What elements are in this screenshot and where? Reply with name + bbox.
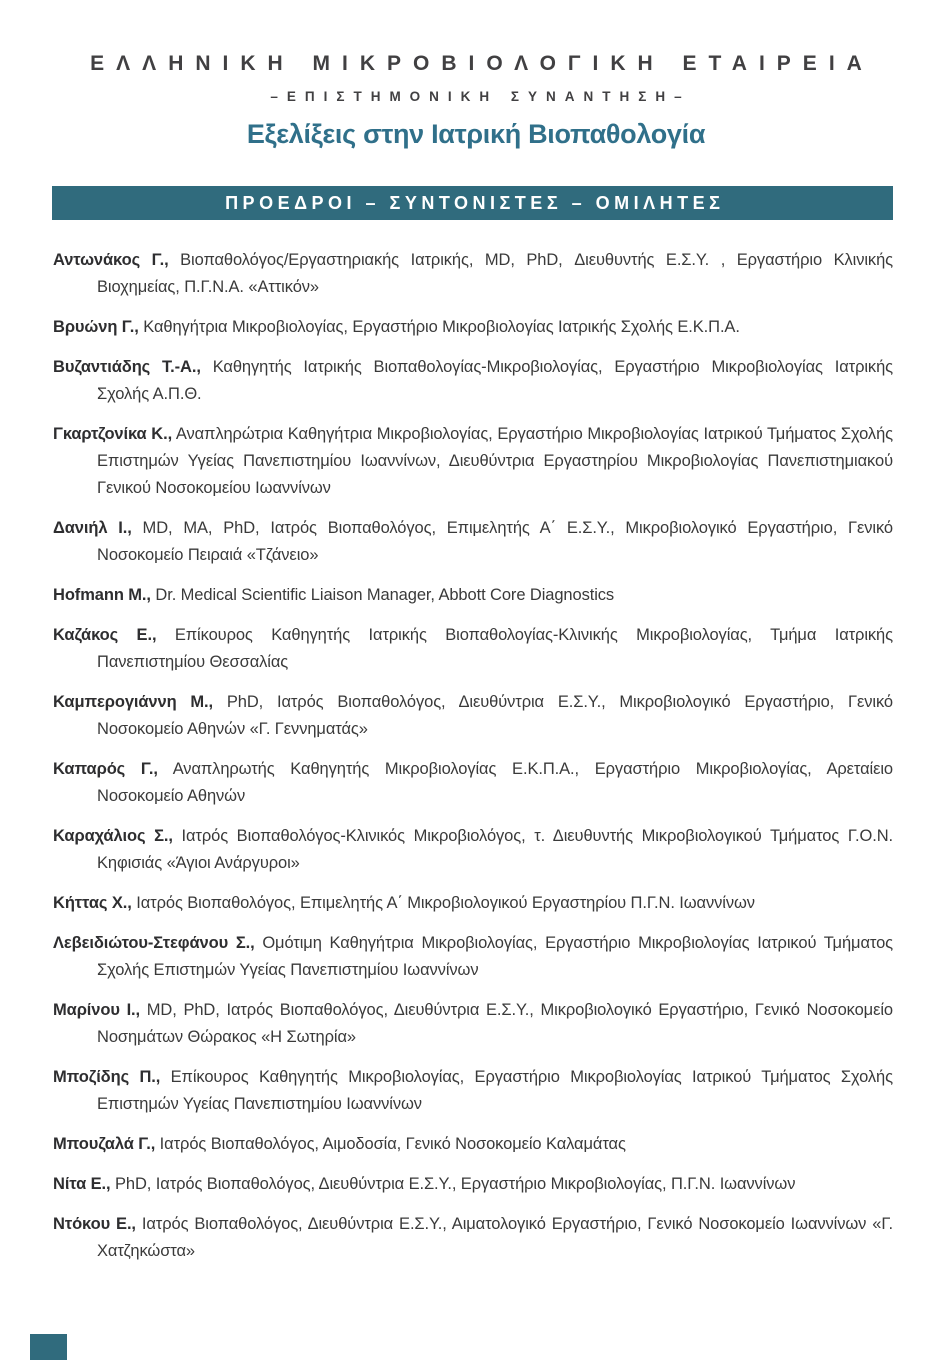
participant-name: Βυζαντιάδης Τ.-Α., (53, 358, 201, 376)
participant-entry (53, 314, 893, 341)
participant-entry (53, 997, 893, 1051)
page-title: Εξελίξεις στην Ιατρική Βιοπαθολογία (246, 119, 706, 149)
participant-entry (53, 1211, 893, 1265)
participant-name: Καζάκος Ε., (53, 626, 157, 644)
section-banner-label: ΠΡΟΕΔΡΟΙ – ΣΥΝΤΟΝΙΣΤΕΣ – ΟΜΙΛΗΤΕΣ (225, 192, 725, 213)
participant-details: PhD, Ιατρός Βιοπαθολόγος, Διευθύντρια Ε.Σ.Υ., Εργαστήριο Μικροβιολογίας, Π.Γ.Ν. Ιωαννίνων (110, 1175, 796, 1193)
participant-details: MD, PhD, Ιατρός Βιοπαθολόγος, Διευθύντρια Ε.Σ.Υ., Μικροβιολογικό Εργαστήριο, Γενικό Νοσοκομείο Νοσημάτων Θώρακος «Η Σωτηρία» (97, 1001, 893, 1046)
participant-entry (53, 515, 893, 569)
participant-name: Γκαρτζονίκα Κ., (53, 425, 173, 443)
participants-list (53, 247, 893, 1278)
participant-entry (53, 622, 893, 676)
participant-name: Λεβειδιώτου-Στεφάνου Σ., (53, 934, 255, 952)
page-header (0, 0, 952, 150)
participant-details: Βιοπαθολόγος/Εργαστηριακής Ιατρικής, MD, PhD, Διευθυντής Ε.Σ.Υ. , Εργαστήριο Κλινικής Βιοχημείας, Π.Γ.Ν.Α. «Αττικόν» (97, 251, 893, 296)
participant-details: Αναπληρωτής Καθηγητής Μικροβιολογίας Ε.Κ.Π.Α., Εργαστήριο Μικροβιολογίας, Αρεταίειο Νοσοκομείο Αθηνών (97, 760, 894, 805)
participant-entry (53, 689, 893, 743)
participant-entry (53, 1131, 893, 1158)
participant-details: Ιατρός Βιοπαθολόγος, Διευθύντρια Ε.Σ.Υ., Αιματολογικό Εργαστήριο, Γενικό Νοσοκομείο Ιωαννίνων «Γ. Χατζηκώστα» (97, 1215, 894, 1260)
participant-details: Καθηγητής Ιατρικής Βιοπαθολογίας-Μικροβιολογίας, Εργαστήριο Μικροβιολογίας Ιατρικής Σχολής Α.Π.Θ. (97, 358, 894, 403)
participant-name: Δανιήλ Ι., (53, 519, 132, 537)
participant-name: Βρυώνη Γ., (53, 318, 139, 336)
section-banner (52, 186, 893, 220)
participant-name: Μαρίνου Ι., (53, 1001, 141, 1019)
participant-entry (53, 421, 893, 502)
participant-details: Ομότιμη Καθηγήτρια Μικροβιολογίας, Εργαστήριο Μικροβιολογίας Ιατρικού Τμήματος Σχολής Επιστημών Υγείας Πανεπιστημίου Ιωαννίνων (97, 934, 893, 979)
participant-details: Ιατρός Βιοπαθολόγος-Κλινικός Μικροβιολόγος, τ. Διευθυντής Μικροβιολογικού Τμήματος Γ.Ο.Ν. Κηφισιάς «Άγιοι Ανάργυροι» (97, 827, 893, 872)
participant-name: Καπαρός Γ., (53, 760, 158, 778)
participant-details: PhD, Ιατρός Βιοπαθολόγος, Διευθύντρια Ε.Σ.Υ., Μικροβιολογικό Εργαστήριο, Γενικό Νοσοκομείο Αθηνών «Γ. Γεννηματάς» (97, 693, 893, 738)
participant-entry (53, 756, 893, 810)
participant-details: Dr. Medical Scientific Liaison Manager, Abbott Core Diagnostics (150, 586, 615, 604)
participant-entry (53, 1171, 893, 1198)
participant-name: Αντωνάκος Γ., (53, 251, 169, 269)
participant-entry (53, 582, 893, 609)
participant-entry (53, 354, 893, 408)
participant-details: Αναπληρώτρια Καθηγήτρια Μικροβιολογίας, Εργαστήριο Μικροβιολογίας Ιατρικού Τμήματος Σχολής Επιστημών Υγείας Πανεπιστημίου Ιωαννίνων, Διευθύντρια Εργαστηρίου Μικροβιολογίας Πανεπιστημιακού Γενικού Νοσοκομείου Ιωαννίνων (97, 425, 893, 497)
participant-details: Ιατρός Βιοπαθολόγος, Επιμελητής Α΄ Μικροβιολογικού Εργαστηρίου Π.Γ.Ν. Ιωαννίνων (131, 894, 755, 912)
participant-name: Μποζίδης Π., (53, 1068, 161, 1086)
participant-name: Ντόκου Ε., (53, 1215, 136, 1233)
participant-details: Ιατρός Βιοπαθολόγος, Αιμοδοσία, Γενικό Νοσοκομείο Καλαμάτας (155, 1135, 626, 1153)
participant-name: Κήττας Χ., (53, 894, 132, 912)
participant-name: Μπουζαλά Γ., (53, 1135, 156, 1153)
participant-details: Καθηγήτρια Μικροβιολογίας, Εργαστήριο Μικροβιολογίας Ιατρικής Σχολής Ε.Κ.Π.Α. (138, 318, 740, 336)
participant-name: Hofmann M., (53, 586, 151, 604)
participant-name: Καμπερογιάννη Μ., (53, 693, 214, 711)
participant-entry (53, 890, 893, 917)
organization-name: ΕΛΛΗΝΙΚΗ ΜΙΚΡΟΒΙΟΛΟΓΙΚΗ ΕΤΑΙΡΕΙΑ (90, 52, 874, 75)
participant-details: Επίκουρος Καθηγητής Μικροβιολογίας, Εργαστήριο Μικροβιολογίας Ιατρικού Τμήματος Σχολής Επιστημών Υγείας Πανεπιστημίου Ιωαννίνων (97, 1068, 893, 1113)
footer-corner-mark (30, 1334, 67, 1360)
participant-details: MD, MA, PhD, Ιατρός Βιοπαθολόγος, Επιμελητής Α΄ Ε.Σ.Υ., Μικροβιολογικό Εργαστήριο, Γενικό Νοσοκομείο Πειραιά «Τζάνειο» (97, 519, 893, 564)
participant-name: Καραχάλιος Σ., (53, 827, 173, 845)
participant-entry (53, 1064, 893, 1118)
participant-entry (53, 930, 893, 984)
participant-name: Νίτα Ε., (53, 1175, 111, 1193)
participant-entry (53, 247, 893, 301)
participant-entry (53, 823, 893, 877)
participant-details: Επίκουρος Καθηγητής Ιατρικής Βιοπαθολογίας-Κλινικής Μικροβιολογίας, Τμήμα Ιατρικής Πανεπιστημίου Θεσσαλίας (97, 626, 893, 671)
meeting-subtitle: –ΕΠΙΣΤΗΜΟΝΙΚΗ ΣΥΝΑΝΤΗΣΗ– (270, 89, 691, 104)
